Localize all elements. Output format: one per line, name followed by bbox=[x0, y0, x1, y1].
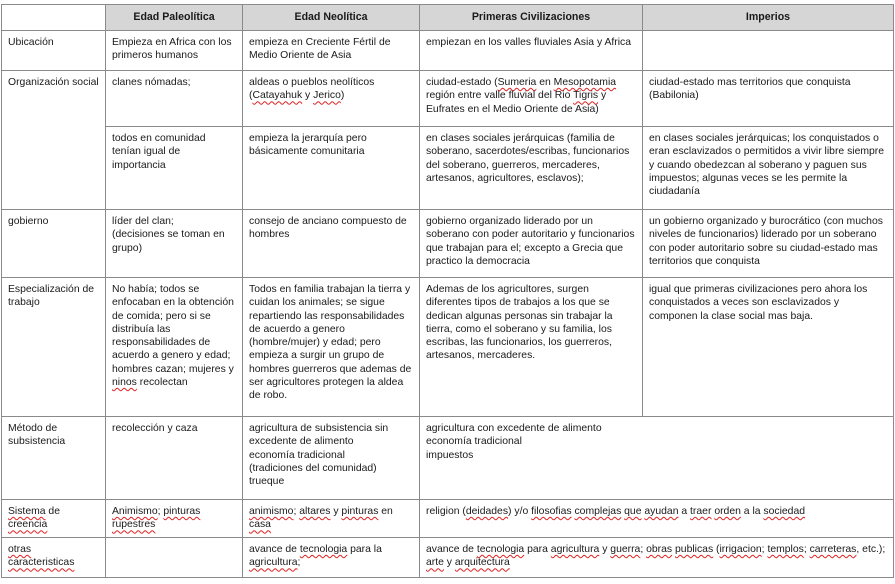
row-label: otras caracteristicas bbox=[2, 538, 106, 578]
cell-primeras-civilizaciones: en clases sociales jerárquicas (familia de soberano, sacerdotes/escribas, funcionarios del soberano, guerreros, mercaderes, artesanos, agricultores, esclavos); bbox=[420, 127, 643, 210]
header-primeras-civilizaciones: Primeras Civilizaciones bbox=[420, 5, 643, 31]
cell-primeras-civilizaciones: ciudad-estado (Sumeria en Mesopotamia región entre valle fluvial del Rio Tigris y Eufrates en el Medio Oriente de Asia) bbox=[420, 71, 643, 127]
row-otras-caracteristicas bbox=[2, 538, 894, 578]
cell-paleolitica: clanes nómadas; bbox=[106, 71, 243, 127]
cell-neolitica: aldeas o pueblos neolíticos (Catayahuk y Jerico) bbox=[243, 71, 420, 127]
row-metodo-de-subsistencia bbox=[2, 417, 894, 500]
header-paleolitica: Edad Paleolítica bbox=[106, 5, 243, 31]
cell-imperios bbox=[643, 31, 894, 71]
cell-neolitica: Todos en familia trabajan la tierra y cuidan los animales; se sigue repartiendo las responsabilidades de acuerdo a genero (hombre/mujer) y edad; pero empieza a surgir un grupo de hombres guerreros que ademas de ser agricultores protegen la aldea de robo. bbox=[243, 278, 420, 417]
cell-paleolitica: No había; todos se enfocaban en la obtención de comida; pero si se distribuía las responsabilidades de acuerdo a genero y edad; hombres cazan; mujeres y ninos recolectan bbox=[106, 278, 243, 417]
row-especializacion-de-trabajo bbox=[2, 278, 894, 417]
cell-imperios: ciudad-estado mas territorios que conquista (Babilonia) bbox=[643, 71, 894, 127]
cell-imperios: en clases sociales jerárquicas; los conquistados o eran esclavizados o permitidos a vivir libre siempre y cuando obedezcan al soberano y paguen sus impuestos; algunas veces se les permite la ciudadanía bbox=[643, 127, 894, 210]
cell-paleolitica: Empieza en Africa con los primeros humanos bbox=[106, 31, 243, 71]
row-label: Método de subsistencia bbox=[2, 417, 106, 500]
row-ubicacion bbox=[2, 31, 894, 71]
row-label: Especialización de trabajo bbox=[2, 278, 106, 417]
cell-primeras-civilizaciones-imperios: agricultura con excedente de alimento economía tradicional impuestos bbox=[420, 417, 894, 500]
cell-imperios: un gobierno organizado y burocrático (con muchos niveles de funcionarios) liderado por un soberano con poder autoritario sobre su ciudad-estado mas territorios que conquista bbox=[643, 210, 894, 278]
cell-primeras-civilizaciones-imperios: avance de tecnologia para agricultura y guerra; obras publicas (irrigacion; templos; carreteras, etc.); arte y arquitectura bbox=[420, 538, 894, 578]
cell-paleolitica: líder del clan; (decisiones se toman en grupo) bbox=[106, 210, 243, 278]
cell-neolitica: consejo de anciano compuesto de hombres bbox=[243, 210, 420, 278]
row-organizacion-social-2 bbox=[2, 127, 894, 210]
cell-paleolitica: todos en comunidad tenían igual de importancia bbox=[106, 127, 243, 210]
row-label: Organización social bbox=[2, 71, 106, 210]
cell-paleolitica: Animismo; pinturas rupestres bbox=[106, 500, 243, 538]
header-neolitica: Edad Neolítica bbox=[243, 5, 420, 31]
cell-primeras-civilizaciones: Ademas de los agricultores, surgen diferentes tipos de trabajos a los que se dedican algunas personas sin trabajar la tierra, como el soberano y su familia, los escribas, las funcionarios, los guerreros, artesanos, mercaderes. bbox=[420, 278, 643, 417]
cell-imperios: igual que primeras civilizaciones pero ahora los conquistados a veces son esclavizados y componen la clase social mas baja. bbox=[643, 278, 894, 417]
cell-neolitica: avance de tecnologia para la agricultura; bbox=[243, 538, 420, 578]
row-sistema-de-creencia bbox=[2, 500, 894, 538]
cell-neolitica: empieza la jerarquía pero básicamente comunitaria bbox=[243, 127, 420, 210]
header-corner bbox=[2, 5, 106, 31]
header-imperios: Imperios bbox=[643, 5, 894, 31]
header-row bbox=[2, 5, 894, 31]
cell-primeras-civilizaciones-imperios: religion (deidades) y/o filosofias complejas que ayudan a traer orden a la sociedad bbox=[420, 500, 894, 538]
cell-neolitica: animismo; altares y pinturas en casa bbox=[243, 500, 420, 538]
cell-paleolitica: recolección y caza bbox=[106, 417, 243, 500]
cell-neolitica: agricultura de subsistencia sin excedente de alimento economía tradicional (tradiciones del comunidad) trueque bbox=[243, 417, 420, 500]
row-label: Ubicación bbox=[2, 31, 106, 71]
cell-paleolitica bbox=[106, 538, 243, 578]
cell-neolitica: empieza en Creciente Fértil de Medio Oriente de Asia bbox=[243, 31, 420, 71]
row-organizacion-social bbox=[2, 71, 894, 127]
cell-primeras-civilizaciones: gobierno organizado liderado por un soberano con poder autoritario y funcionarios que trabajan para el; excepto a Grecia que practico la democracia bbox=[420, 210, 643, 278]
row-gobierno bbox=[2, 210, 894, 278]
row-label: gobierno bbox=[2, 210, 106, 278]
comparison-table bbox=[1, 4, 894, 578]
row-label: Sistema de creencia bbox=[2, 500, 106, 538]
cell-primeras-civilizaciones: empiezan en los valles fluviales Asia y Africa bbox=[420, 31, 643, 71]
